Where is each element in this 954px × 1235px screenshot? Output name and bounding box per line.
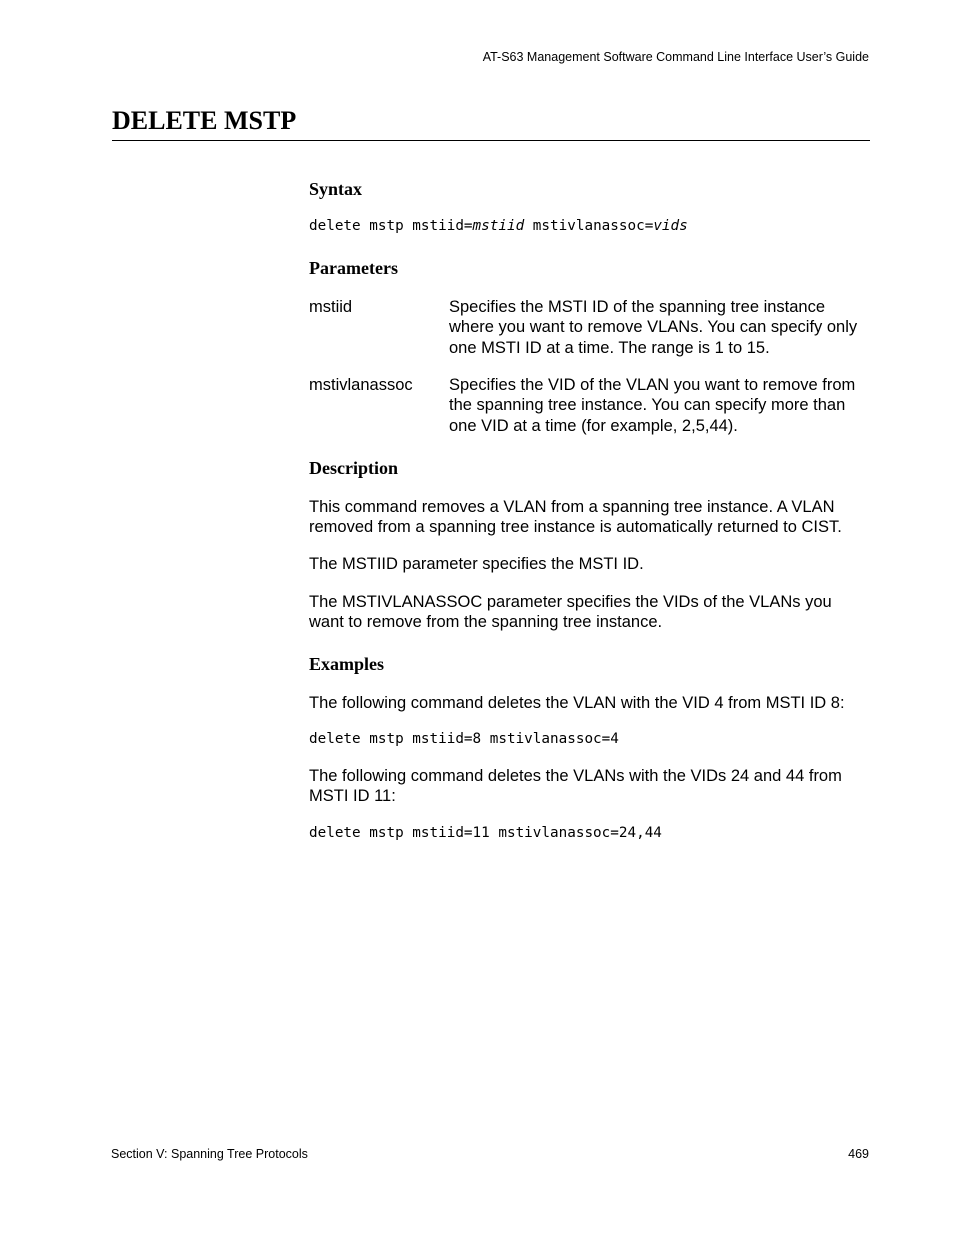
example-text: The following command deletes the VLAN with the VID 4 from MSTI ID 8: (309, 694, 845, 712)
title-rule (112, 140, 870, 141)
syntax-command-var-vids: vids (653, 218, 688, 234)
header-guide-title: AT-S63 Management Software Command Line Interface User’s Guide (482, 50, 869, 64)
description-paragraph: This command removes a VLAN from a spanning tree instance. A VLAN removed from a spanning tree instance is automatically returned to CIST. (309, 498, 842, 537)
footer-page-number: 469 (848, 1147, 869, 1161)
param-desc-mstiid: Specifies the MSTI ID of the spanning tree instance where you want to remove VLANs. You can specify only one MSTI ID at a time. The range is 1 to 15. (449, 298, 858, 357)
param-desc-mstivlanassoc: Specifies the VID of the VLAN you want to remove from the spanning tree instance. You can specify more than one VID at a time (for example, 2,5,44). (449, 376, 856, 435)
param-name-mstiid: mstiid (309, 298, 353, 316)
syntax-command-var-mstiid: mstiid (472, 218, 525, 234)
syntax-command (309, 218, 688, 234)
syntax-command-part1: delete mstp mstiid= (309, 218, 473, 234)
syntax-heading: Syntax (309, 179, 363, 199)
description-paragraph: The MSTIID parameter specifies the MSTI ID. (309, 555, 644, 573)
parameters-heading: Parameters (309, 258, 398, 278)
examples-heading: Examples (309, 654, 385, 674)
syntax-command-part2: mstivlanassoc= (524, 218, 654, 234)
footer-section: Section V: Spanning Tree Protocols (111, 1147, 308, 1161)
example-command: delete mstp mstiid=8 mstivlanassoc=4 (309, 731, 619, 747)
description-paragraph: The MSTIVLANASSOC parameter specifies the VIDs of the VLANs you want to remove from the spanning tree instance. (309, 593, 832, 632)
page-title: DELETE MSTP (112, 106, 297, 135)
example-text: The following command deletes the VLANs with the VIDs 24 and 44 from MSTI ID 11: (309, 767, 842, 806)
param-name-mstivlanassoc: mstivlanassoc (309, 376, 413, 394)
example-command: delete mstp mstiid=11 mstivlanassoc=24,44 (309, 825, 662, 841)
description-heading: Description (309, 458, 398, 478)
